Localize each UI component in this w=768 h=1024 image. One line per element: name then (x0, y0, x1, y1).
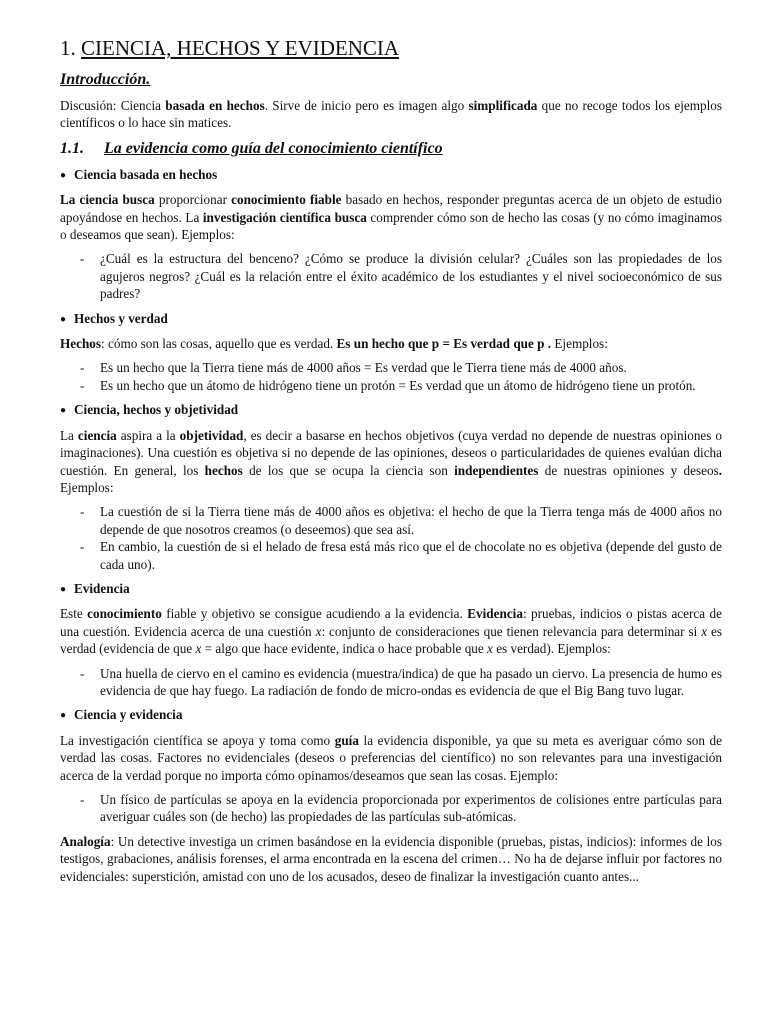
example-list-5 (60, 791, 722, 826)
bullet-heading-evidencia: ● Evidencia (60, 580, 722, 598)
list-item: - La cuestión de si la Tierra tiene más de 4000 años es objetiva: el hecho de que la Tierra tenga más de 4000 años no depende de que nosotros creamos (o deseemos) que sea así. (80, 504, 722, 537)
bullet-icon: ● (60, 169, 67, 181)
example-list-2 (60, 359, 722, 394)
list-item: - Es un hecho que un átomo de hidrógeno tiene un protón = Es verdad que un átomo de hidrógeno tiene un protón. (80, 377, 696, 393)
chapter-title-text: CIENCIA, HECHOS Y EVIDENCIA (81, 36, 400, 60)
example-list-1 (60, 250, 722, 302)
example-list-3 (60, 503, 722, 573)
chapter-title (60, 34, 722, 62)
list-item: - Un físico de partículas se apoya en la evidencia proporcionada por experimentos de colisiones entre partículas para averiguar cuáles son (de hecho) las propiedades de las partículas sub-atómicas. (80, 792, 722, 825)
intro-heading: Introducción. (60, 71, 151, 88)
bullet-icon: ● (60, 405, 67, 417)
list-item: - Una huella de ciervo en el camino es evidencia (muestra/indica) de que ha pasado un ciervo. La presencia de humo es evidencia de que hay fuego. La radiación de fondo de micro-ondas es evidencia de que el Big Bang tuvo lugar. (80, 665, 722, 698)
bullet-icon: ● (60, 313, 67, 325)
section-title: La evidencia como guía del conocimiento científico (104, 139, 443, 157)
bullet-icon: ● (60, 583, 67, 595)
section-heading (60, 139, 722, 159)
example-list-4 (60, 665, 722, 700)
list-item: - ¿Cuál es la estructura del benceno? ¿Cómo se produce la división celular? ¿Cuáles son las propiedades de los agujeros negros? ¿Cuál es la relación entre el éxito académico de los estudiantes y el nivel socioeconómico de sus padres? (80, 251, 722, 302)
bullet-heading-ciencia-evidencia: ● Ciencia y evidencia (60, 706, 722, 724)
bullet-icon: ● (60, 710, 67, 722)
paragraph-ciencia-evidencia: La investigación científica se apoya y toma como guía la evidencia disponible, ya que su meta es averiguar cómo son de verdad las cosas. Factores no evidenciales (deseos o preferencias del científico) no son relevantes para una investigación acerca de la verdad porque no importa cómo opinamos/deseamos que sean las cosas. Ejemplo: (60, 732, 722, 783)
list-item: - Es un hecho que la Tierra tiene más de 4000 años = Es verdad que le Tierra tiene más de 4000 años. (80, 360, 627, 376)
list-item: - En cambio, la cuestión de si el helado de fresa está más rico que el de chocolate no es objetiva (depende del gusto de cada uno). (80, 539, 722, 572)
chapter-number: 1. (60, 36, 76, 60)
bullet-heading-objetividad: ● Ciencia, hechos y objetividad (60, 401, 722, 419)
bullet-heading-ciencia-basada: ● Ciencia basada en hechos (60, 166, 722, 184)
paragraph-ciencia-basada: La ciencia busca proporcionar conocimiento fiable basado en hechos, responder preguntas acerca de un objeto de estudio apoyándose en hechos. La investigación científica busca comprender cómo son de hecho las cosas (y no cómo imaginamos o deseamos que sean). Ejemplos: (60, 192, 723, 243)
intro-paragraph: Discusión: Ciencia basada en hechos. Sirve de inicio pero es imagen algo simplificada que no recoge todos los ejemplos científicos o lo hace sin matices. (60, 98, 722, 131)
paragraph-hechos-verdad: Hechos: cómo son las cosas, aquello que es verdad. Es un hecho que p = Es verdad que p . Ejemplos: (60, 336, 608, 352)
paragraph-analogia: Analogía: Un detective investiga un crimen basándose en la evidencia disponible (pruebas, pistas, indicios): informes de los testigos, grabaciones, análisis forenses, el arma encontrada en la escena del crimen… No ha de dejarse influir por factores no evidenciales: superstición, amistad con uno de los acusados, deseo de finalizar la investigación cuanto antes... (60, 833, 722, 884)
section-number: 1.1. (60, 139, 84, 157)
bullet-heading-hechos-verdad: ● Hechos y verdad (60, 310, 722, 328)
paragraph-evidencia: Este conocimiento fiable y objetivo se consigue acudiendo a la evidencia. Evidencia: pruebas, indicios o pistas acerca de una cuestión. Evidencia acerca de una cuestión x: conjunto de consideraciones que tienen relevancia para determinar si x es verdad (evidencia de que x = algo que hace evidente, indica o hace probable que x es verdad). Ejemplos: (60, 606, 722, 657)
paragraph-objetividad: La ciencia aspira a la objetividad, es decir a basarse en hechos objetivos (cuya verdad no depende de nuestras opiniones o imaginaciones). Una cuestión es objetiva si no depende de las opiniones, deseos o particularidades de quienes evalúan dicha cuestión. En general, los hechos de los que se ocupa la ciencia son independientes de nuestras opiniones y deseos. Ejemplos: (60, 427, 723, 495)
